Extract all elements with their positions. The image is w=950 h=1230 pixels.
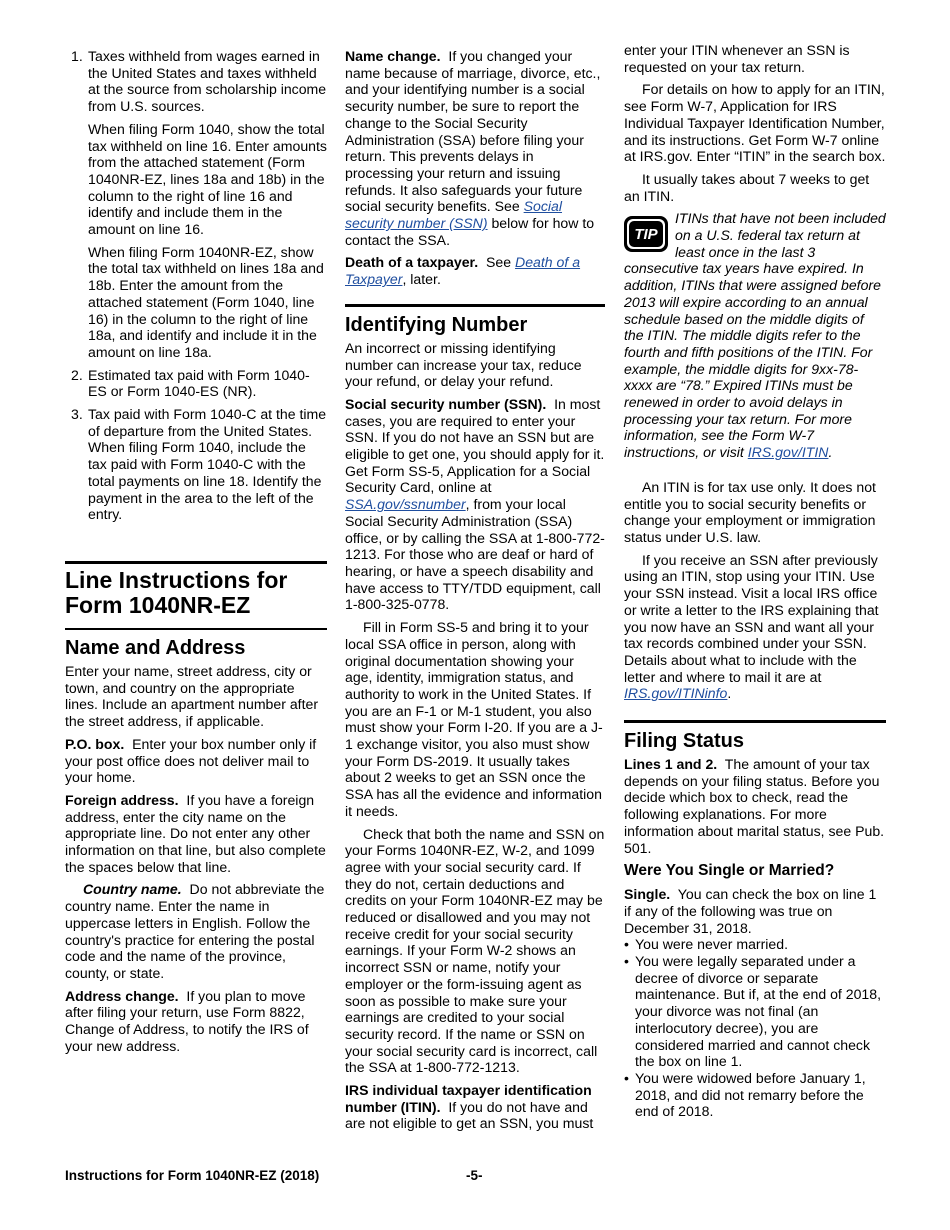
page-number: -5- [466,1168,483,1183]
tip-icon [624,210,669,258]
tip-box [624,210,886,461]
list-item [65,48,327,361]
po-box-lead: P.O. box. [65,735,125,752]
lines-paragraph [624,756,886,856]
page-section-title: Line Instructions for Form 1040NR-EZ [65,566,288,618]
receive-text: If you receive an SSN after previously using an ITIN, stop using your ITIN. Use your SSN instead. Visit a local IRS office or write a letter to the IRS explaining that you now have an SSN and want all your tax records combined under your SSN. Details about what to include with the letter and where to mail it are at [624,551,879,685]
country-name-text: Do not abbreviate the country name. Enter the name in uppercase letters in English. Follow the country's practice for entering the postal code and the name of the province, county, or state. [65,881,325,981]
address-change-text: If you plan to move after filing your return, use Form 8822, Change of Address, to notify the IRS of your new address. [65,987,309,1054]
details-paragraph: For details on how to apply for an ITIN, see Form W-7, Application for IRS Individual Taxpayer Identification Number, and its instructions. Get Form W-7 online at IRS.gov. Enter “ITIN” in the search box. [624,81,886,165]
bullet-item: • You were legally separated under a decree of divorce or separate maintenance. But if, at the end of 2018, your divorce was not final (an interlocutory decree), you are considered married and cannot check the box on line 1. [624,953,886,1070]
po-box-paragraph [65,736,327,786]
itin-link[interactable]: IRS.gov/ITIN [747,444,829,461]
footer-title: Instructions for Form 1040NR-EZ (2018) [65,1168,320,1183]
itin-paragraph [345,1082,605,1132]
list-number: 3. [71,406,83,423]
lines-lead: Lines 1 and 2. [624,756,718,773]
country-name-lead: Country name. [83,881,182,898]
itin-text: If you do not have and are not eligible to get an SSN, you must [345,1098,594,1132]
bullet-item: • You were widowed before January 1, 2018, and did not remarry before the end of 2018. [624,1070,886,1120]
column-left [65,48,327,1060]
receive-tail: . [727,685,732,702]
single-lead: Single. [624,886,671,903]
weeks-paragraph: It usually takes about 7 weeks to get an ITIN. [624,170,870,204]
lines-text: The amount of your tax depends on your filing status. Before you decide which box to check, read the following explanations. For more information about marital status, see Pub. 501. [624,756,885,856]
heading-identifying-number: Identifying Number [345,313,528,336]
heading-name-address: Name and Address [65,636,246,659]
single-paragraph [624,886,886,936]
list-text: Estimated tax paid with Form 1040-ES or Form 1040-ES (NR). [88,366,310,400]
check-name-paragraph: Check that both the name and SSN on your Forms 1040NR-EZ, W-2, and 1099 agree with your social security card. If they do not, certain deductions and credits on your Form 1040NR-EZ may be reduced or disallowed and you may not receive credit for your social security earnings. If your Form W-2 shows an incorrect SSN or name, notify your employer or the form-issuing agent as soon as possible to make sure your earnings are credited to your social security record. If the name or SSN on your social security card is incorrect, call the SSA at 1-800-772-1213. [345,825,605,1076]
foreign-address-lead: Foreign address. [65,791,179,808]
itin-continued: enter your ITIN whenever an SSN is requested on your tax return. [624,42,850,75]
ssn-link[interactable]: Social security number (SSN) [345,198,563,232]
receive-ssn-paragraph [624,552,886,702]
section-rule [65,561,327,564]
list-text: Taxes withheld from wages earned in the United States and taxes withheld at the source from scholarship income from U.S. sources. [88,48,327,115]
death-link[interactable]: Death of a Taxpayer [345,254,581,288]
ssa-link[interactable]: SSA.gov/ssnumber [345,496,466,513]
ssn-text: In most cases, you are required to enter your SSN. If you do not have an SSN but are eligible to get one, you should apply for it. Get Form SS-5, Application for a Social Security Card, online at [345,395,605,496]
itin-use-paragraph: An ITIN is for tax use only. It does not entitle you to social security benefits or change your employment or immigration status under U.S. law. [624,478,876,545]
death-pre: See [486,254,512,271]
section-rule [624,720,886,723]
column-right [624,42,886,1120]
name-change-paragraph [345,48,605,248]
name-change-text: If you changed your name because of marriage, divorce, etc., and your identifying number is a social security number, be sure to report the change to the Social Security Administration (SSA) before filing your return. This prevents delays in processing your return and issuing refunds. It also safeguards your future social security benefits. See [345,48,601,215]
column-middle [345,48,605,1138]
address-change-lead: Address change. [65,987,179,1004]
name-change-tail: below for how to contact the SSA. [345,215,595,248]
section-rule [65,628,327,630]
payment-list [65,48,327,523]
list-paragraph: When filing Form 1040NR-EZ, show the total tax withheld on lines 18a and 18b. Enter the amount from the attached statement (Form 1040, line 16) in the column to the right of line 18a, and identify and include it in the amount on line 18a. [88,243,324,360]
heading-filing-status: Filing Status [624,730,744,753]
itininfo-link[interactable]: IRS.gov/ITINinfo [624,685,728,702]
single-text: You can check the box on line 1 if any of the following was true on December 31, 2018. [624,886,877,936]
fill-ss5-paragraph: Fill in Form SS-5 and bring it to your local SSA office in person, along with original documentation showing your age, identity, immigration status, and authority to work in the United States. If you are an F-1 or M-1 student, you also must show your Form I-20. If you are a J-1 exchange visitor, you also must show your Form DS-2019. It usually takes about 2 weeks to get an SSN once the SSA has all the evidence and information it needs. [345,619,603,819]
ssn-tail: , from your local Social Security Administration (SSA) office, or by calling the SSA at 1-800-772-1213. For those who are deaf or hard of hearing, or have a speech disability and have access to TTY/TDD equipment, call 1-800-325-0778. [345,496,605,613]
section-rule [345,304,605,307]
itin-lead: IRS individual taxpayer identification number (ITIN). [345,1082,592,1115]
death-paragraph [345,254,605,287]
country-name-paragraph [65,881,327,981]
foreign-address-paragraph [65,792,327,876]
po-box-text: Enter your box number only if your post office does not deliver mail to your home. [65,735,317,786]
identifying-text: An incorrect or missing identifying number can increase your tax, reduce your refund, or delay your refund. [345,339,582,390]
list-number: 2. [71,366,83,383]
list-number: 1. [71,48,83,64]
bullet-item: • You were never married. [624,936,886,953]
list-item [65,367,327,400]
ssn-lead: Social security number (SSN). [345,395,547,412]
name-address-text: Enter your name, street address, city or town, and country on the appropriate lines. Include an apartment number after the street address, if applicable. [65,662,319,730]
heading-single-married: Were You Single or Married? [624,862,835,880]
list-item [65,406,327,523]
death-lead: Death of a taxpayer. [345,254,479,271]
death-tail: , later. [402,271,441,288]
ssn-paragraph [345,396,605,613]
tip-tail: . [828,444,833,461]
list-text: Tax paid with Form 1040-C at the time of departure from the United States. When filing Form 1040, include the tax paid with Form 1040-C with the total payments on line 18. Identify the payment in the area to the left of the entry. [88,406,327,523]
tip-text: ITINs that have not been included on a U.S. federal tax return at least once in the last 3 consecutive tax years have expired. In addition, ITINs that were assigned before 2013 will expire according to an annual schedule based on the middle digits of the ITIN. The middle digits refer to the fourth and fifth positions of the ITIN. For example, the middle digits for 9xx-78-xxxx are “78.” Expired ITINs must be renewed in order to avoid delays in processing your tax return. For more information, see the Form W-7 instructions, or visit [624,210,886,461]
foreign-address-text: If you have a foreign address, enter the city name on the appropriate line. Do not enter any other information on that line, but also complete the spaces below that line. [65,791,326,875]
tip-label: TIP [634,226,658,244]
address-change-paragraph [65,988,327,1055]
name-change-lead: Name change. [345,48,441,64]
list-paragraph: When filing Form 1040, show the total tax withheld on line 16. Enter amounts from the attached statement (Form 1040NR-EZ, lines 18a and 18b) in the column to the right of line 16 and identify and include them in the amount on line 16. [88,120,327,238]
